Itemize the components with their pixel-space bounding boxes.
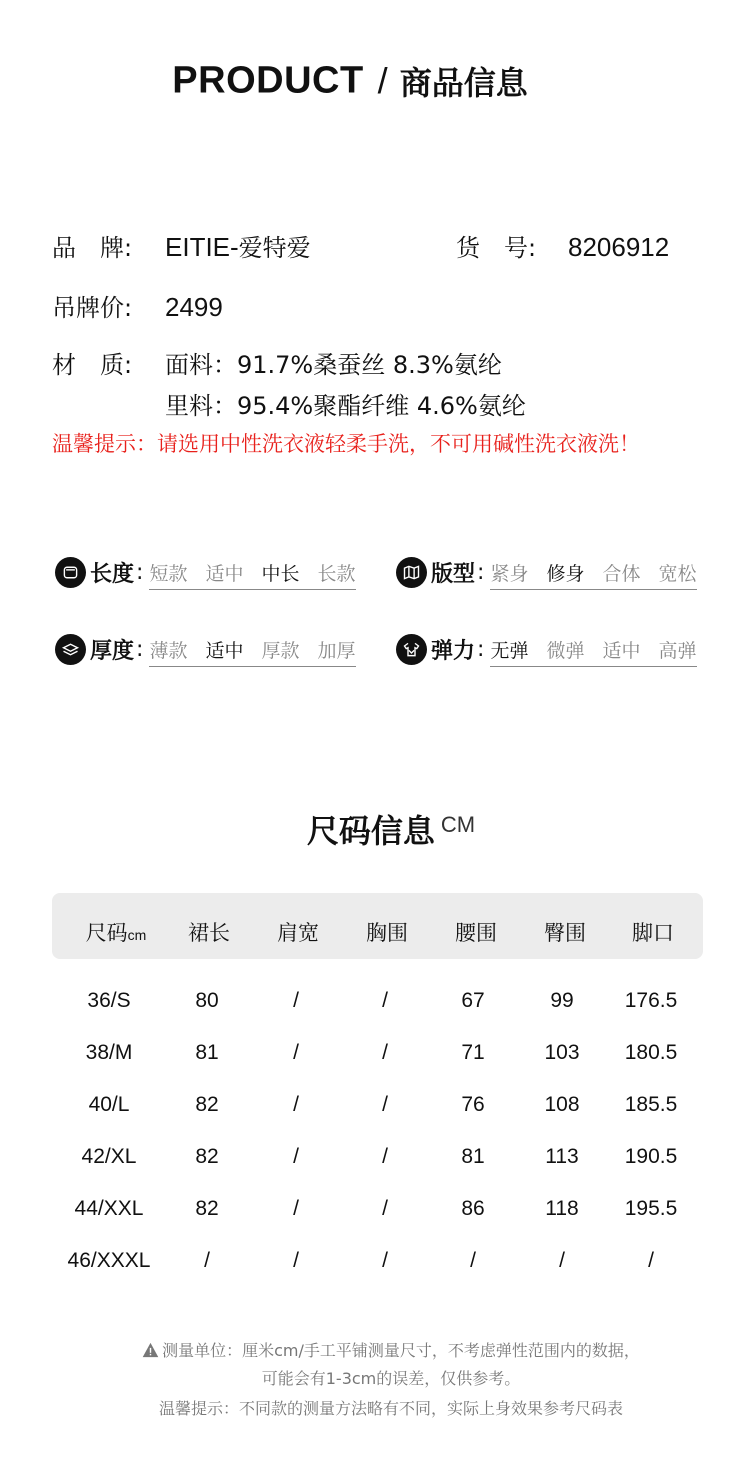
size-table-header: [52, 893, 703, 959]
cell-size: 44/XXL: [74, 1197, 144, 1220]
cell-hem: /: [648, 1249, 654, 1272]
table-row: [52, 985, 703, 1015]
option-long: 长款: [317, 562, 356, 585]
table-row: [52, 1089, 703, 1119]
option-slim: 修身: [546, 562, 585, 585]
title-chinese: 商品信息: [399, 64, 528, 102]
cell-waist: 81: [461, 1145, 485, 1168]
attribute-options: [149, 559, 355, 586]
attribute-options: [490, 559, 696, 586]
attribute-thickness: 厚度 : 薄款 适中 厚款 加厚: [55, 632, 356, 666]
measurement-note: [0, 1338, 750, 1361]
cell-size: 36/S: [87, 989, 131, 1012]
header-chest: 胸围: [366, 921, 408, 945]
attribute-name: 版型: [431, 561, 476, 587]
header-skirt-length: 裙长: [188, 921, 230, 945]
table-row: [52, 1037, 703, 1067]
note-line-3: 温馨提示：不同款的测量方法略有不同，实际上身效果参考尺码表: [158, 1399, 623, 1418]
sku-row: [456, 228, 669, 263]
cell-skirt-length: 81: [195, 1041, 219, 1064]
cell-size: 40/L: [88, 1093, 130, 1116]
cell-waist: 76: [461, 1093, 485, 1116]
cell-hip: 108: [544, 1093, 580, 1116]
cell-skirt-length: 82: [195, 1145, 219, 1168]
cell-size: 38/M: [85, 1041, 133, 1064]
cell-skirt-length: /: [204, 1249, 210, 1272]
stretch-icon: [396, 634, 427, 665]
material-label: 材 质:: [52, 351, 133, 379]
header-hem: 脚口: [632, 921, 674, 945]
cell-hip: 118: [545, 1197, 579, 1220]
cell-chest: /: [382, 1145, 388, 1168]
cell-hem: 176.5: [624, 989, 678, 1012]
cell-skirt-length: 82: [195, 1197, 219, 1220]
cell-hem: 180.5: [624, 1041, 678, 1064]
cell-waist: /: [470, 1249, 476, 1272]
cell-hem: 195.5: [624, 1197, 678, 1220]
size-title-unit: CM: [440, 812, 476, 837]
attribute-name: 厚度: [90, 638, 135, 664]
table-row: [52, 1245, 703, 1275]
cell-shoulder: /: [293, 1093, 299, 1116]
option-no-stretch: 无弹: [490, 639, 529, 662]
attribute-length: 长度 : 短款 适中 中长 长款: [55, 555, 356, 589]
price-row: [52, 288, 223, 323]
brand-value-chinese: 爱特爱: [238, 234, 311, 262]
option-short: 短款: [149, 562, 188, 585]
option-tight: 紧身: [490, 562, 529, 585]
option-high-stretch: 高弹: [658, 639, 697, 662]
option-slight-stretch: 微弹: [546, 639, 585, 662]
option-loose: 宽松: [658, 562, 697, 585]
attribute-stretch: 弹力 : 无弹 微弹 适中 高弹: [396, 632, 697, 666]
care-tip: 温馨提示：请选用中性洗衣液轻柔手洗，不可用碱性洗衣液洗！: [52, 432, 640, 456]
warning-icon: [142, 1342, 159, 1358]
material-lining: 里料：95.4%聚酯纤维 4.6%氨纶: [165, 392, 526, 420]
attribute-name: 弹力: [431, 638, 476, 664]
option-medium-stretch: 适中: [602, 639, 641, 662]
cell-hip: /: [559, 1249, 565, 1272]
sku-value: 8206912: [568, 232, 670, 262]
cell-chest: /: [382, 1197, 388, 1220]
header-size: 尺码cm: [85, 921, 147, 945]
cell-waist: 67: [461, 989, 485, 1012]
cell-hip: 99: [550, 989, 574, 1012]
price-label: 吊牌价:: [52, 294, 133, 322]
header-waist: 腰围: [455, 921, 497, 945]
note-line-2: 可能会有1-3cm的误差，仅供参考。: [261, 1369, 521, 1388]
cell-shoulder: /: [293, 1041, 299, 1064]
fabric-thickness-icon: [55, 634, 86, 665]
option-mid-long: 中长: [261, 562, 300, 585]
header-hip: 臀围: [544, 921, 586, 945]
size-section-title: [0, 806, 750, 852]
size-title-text: 尺码信息: [306, 812, 435, 850]
brand-value-latin: EITIE-: [165, 232, 239, 262]
attribute-options: [490, 636, 696, 663]
cell-hem: 185.5: [624, 1093, 678, 1116]
size-table-body: [52, 985, 703, 1285]
option-thin: 薄款: [149, 639, 188, 662]
cell-waist: 71: [461, 1041, 485, 1064]
material-outer: 面料：91.7%桑蚕丝 8.3%氨纶: [165, 351, 502, 379]
cell-chest: /: [382, 1249, 388, 1272]
option-thick: 厚款: [261, 639, 300, 662]
cell-shoulder: /: [293, 1249, 299, 1272]
brand-label: 品 牌:: [52, 234, 133, 262]
attribute-fit: 版型 : 紧身 修身 合体 宽松: [396, 555, 697, 589]
attribute-options: [149, 636, 355, 663]
material-row: [52, 345, 502, 380]
attribute-name: 长度: [90, 561, 135, 587]
brand-row: [52, 228, 311, 263]
table-row: [52, 1193, 703, 1223]
pants-icon: [55, 557, 86, 588]
table-row: [52, 1141, 703, 1171]
title-slash: /: [377, 60, 388, 101]
sku-label: 货 号:: [456, 234, 537, 262]
option-regular: 合体: [602, 562, 641, 585]
header-shoulder: 肩宽: [277, 921, 319, 945]
material-lining-row: [165, 386, 526, 421]
cell-hip: 113: [545, 1145, 579, 1168]
cell-chest: /: [382, 1041, 388, 1064]
cell-shoulder: /: [293, 1145, 299, 1168]
fit-icon: [396, 557, 427, 588]
cell-size: 42/XL: [81, 1145, 137, 1168]
cell-shoulder: /: [293, 1197, 299, 1220]
cell-chest: /: [382, 1093, 388, 1116]
cell-skirt-length: 82: [195, 1093, 219, 1116]
cell-chest: /: [382, 989, 388, 1012]
cell-hem: 190.5: [624, 1145, 678, 1168]
price-value: 2499: [165, 292, 223, 322]
cell-skirt-length: 80: [195, 989, 219, 1012]
cell-waist: 86: [461, 1197, 485, 1220]
option-medium: 适中: [205, 562, 244, 585]
page-title: [0, 58, 700, 104]
cell-hip: 103: [544, 1041, 580, 1064]
option-medium-thickness: 适中: [205, 639, 244, 662]
cell-size: 46/XXXL: [67, 1249, 151, 1272]
note-line-1: 测量单位：厘米cm/手工平铺测量尺寸，不考虑弹性范围内的数据，: [162, 1341, 640, 1360]
cell-shoulder: /: [293, 989, 299, 1012]
option-extra-thick: 加厚: [317, 639, 356, 662]
title-english: PRODUCT: [172, 59, 364, 102]
